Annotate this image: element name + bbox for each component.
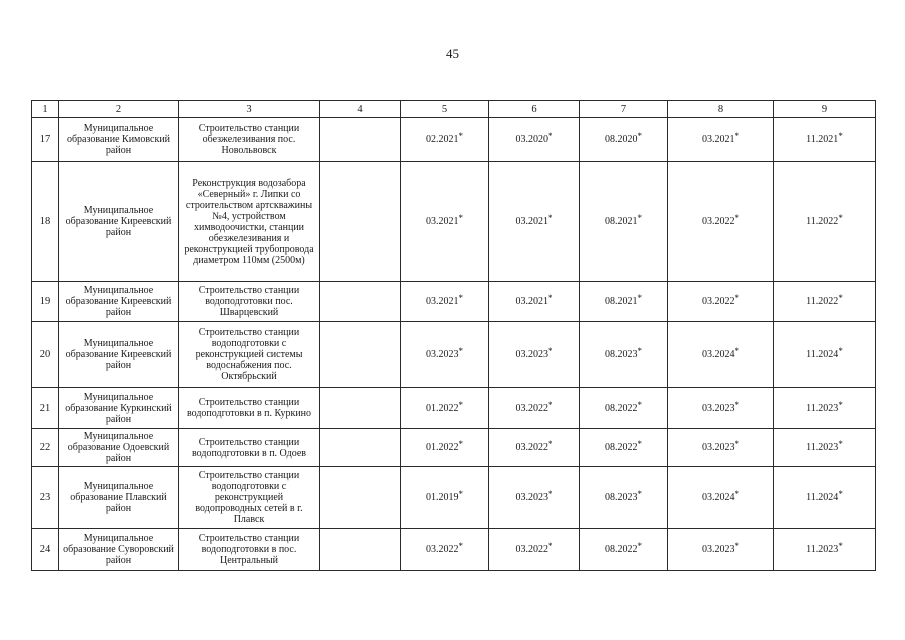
date-cell-5	[401, 282, 489, 322]
column-4-cell	[320, 282, 401, 322]
date-value: 11.2022	[806, 296, 839, 307]
page-number: 45	[446, 46, 459, 61]
asterisk-mark: *	[458, 399, 463, 410]
asterisk-mark: *	[637, 293, 642, 303]
date-cell-9	[774, 118, 876, 162]
asterisk-mark: *	[637, 399, 642, 410]
date-value: 02.2021	[426, 134, 459, 145]
date-value: 03.2022	[702, 216, 735, 227]
asterisk-mark: *	[838, 489, 843, 499]
asterisk-mark: *	[637, 346, 642, 356]
date-cell-9	[774, 529, 876, 571]
asterisk-mark: *	[734, 489, 739, 499]
asterisk-mark: *	[734, 293, 739, 303]
row-number: 18	[32, 162, 59, 282]
date-cell-9	[774, 322, 876, 388]
date-value: 03.2022	[426, 544, 459, 555]
asterisk-mark: *	[734, 346, 739, 356]
row-number: 23	[32, 467, 59, 529]
date-value: 03.2022	[515, 544, 548, 555]
asterisk-mark: *	[548, 399, 553, 410]
date-cell-8	[668, 429, 774, 467]
table-row	[32, 118, 876, 162]
col-header-6: 6	[489, 101, 580, 118]
col-header-3: 3	[179, 101, 320, 118]
date-value: 03.2023	[702, 402, 735, 414]
asterisk-mark: *	[637, 489, 642, 499]
date-value: 03.2023	[426, 349, 459, 360]
date-value: 11.2022	[806, 216, 839, 227]
date-cell-6	[489, 282, 580, 322]
asterisk-mark: *	[637, 131, 642, 141]
asterisk-mark: *	[548, 131, 553, 141]
row-number: 22	[32, 429, 59, 467]
date-value: 08.2022	[605, 402, 638, 414]
date-cell-8	[668, 467, 774, 529]
date-cell-7	[580, 388, 668, 429]
date-value: 01.2022	[426, 402, 459, 414]
col-header-9: 9	[774, 101, 876, 118]
date-value: 03.2021	[426, 216, 459, 227]
date-value: 03.2022	[515, 402, 548, 414]
date-cell-5	[401, 162, 489, 282]
date-cell-5	[401, 429, 489, 467]
date-value: 03.2023	[515, 349, 548, 360]
column-4-cell	[320, 388, 401, 429]
asterisk-mark: *	[548, 346, 553, 356]
object-cell: Строительство станции водоподготовки в пос. Центральный	[179, 529, 320, 571]
asterisk-mark: *	[838, 541, 843, 551]
table-row	[32, 467, 876, 529]
header-row	[32, 101, 876, 118]
asterisk-mark: *	[637, 213, 642, 223]
asterisk-mark: *	[548, 439, 553, 449]
object-cell: Строительство станции водоподготовки в п. Одоев	[179, 429, 320, 467]
date-cell-9	[774, 467, 876, 529]
date-cell-5	[401, 467, 489, 529]
date-value: 11.2023	[806, 442, 839, 453]
date-cell-9	[774, 282, 876, 322]
row-number: 21	[32, 388, 59, 429]
col-header-2: 2	[59, 101, 179, 118]
asterisk-mark: *	[458, 131, 463, 141]
row-number: 19	[32, 282, 59, 322]
column-4-cell	[320, 429, 401, 467]
date-value: 11.2021	[806, 134, 839, 145]
date-value: 11.2024	[806, 349, 839, 360]
date-cell-5	[401, 118, 489, 162]
object-cell: Строительство станции обезжелезивания пос. Новольвовск	[179, 118, 320, 162]
col-header-4: 4	[320, 101, 401, 118]
date-cell-7	[580, 467, 668, 529]
asterisk-mark: *	[734, 541, 739, 551]
date-cell-6	[489, 388, 580, 429]
object-cell: Строительство станции водоподготовки в п. Куркино	[179, 388, 320, 429]
date-cell-8	[668, 529, 774, 571]
date-value: 03.2021	[515, 216, 548, 227]
asterisk-mark: *	[458, 293, 463, 303]
row-number: 17	[32, 118, 59, 162]
table-row	[32, 388, 876, 429]
date-value: 01.2019	[426, 492, 459, 503]
date-value: 03.2024	[702, 349, 735, 360]
column-4-cell	[320, 118, 401, 162]
asterisk-mark: *	[458, 346, 463, 356]
asterisk-mark: *	[458, 489, 463, 499]
date-cell-8	[668, 162, 774, 282]
date-value: 03.2024	[702, 492, 735, 503]
asterisk-mark: *	[458, 439, 463, 449]
date-cell-8	[668, 322, 774, 388]
col-header-8: 8	[668, 101, 774, 118]
column-4-cell	[320, 322, 401, 388]
date-cell-7	[580, 529, 668, 571]
date-value: 03.2022	[702, 296, 735, 307]
col-header-7: 7	[580, 101, 668, 118]
municipality-cell: Муниципальное образование Киреевский район	[59, 322, 179, 388]
asterisk-mark: *	[458, 541, 463, 551]
asterisk-mark: *	[734, 213, 739, 223]
date-cell-6	[489, 467, 580, 529]
asterisk-mark: *	[838, 346, 843, 356]
date-cell-7	[580, 282, 668, 322]
date-cell-6	[489, 162, 580, 282]
date-cell-9	[774, 162, 876, 282]
date-cell-7	[580, 322, 668, 388]
date-cell-7	[580, 118, 668, 162]
date-cell-6	[489, 529, 580, 571]
date-cell-5	[401, 388, 489, 429]
date-value: 03.2022	[515, 442, 548, 453]
table-row	[32, 282, 876, 322]
municipality-cell: Муниципальное образование Куркинский район	[59, 388, 179, 429]
date-cell-6	[489, 429, 580, 467]
date-value: 03.2021	[426, 296, 459, 307]
date-cell-9	[774, 429, 876, 467]
asterisk-mark: *	[637, 439, 642, 449]
asterisk-mark: *	[458, 213, 463, 223]
date-value: 11.2023	[806, 402, 839, 414]
municipality-cell: Муниципальное образование Плавский район	[59, 467, 179, 529]
col-header-1: 1	[32, 101, 59, 118]
asterisk-mark: *	[734, 131, 739, 141]
date-cell-7	[580, 162, 668, 282]
date-value: 01.2022	[426, 442, 459, 453]
municipality-cell: Муниципальное образование Одоевский район	[59, 429, 179, 467]
date-value: 08.2023	[605, 349, 638, 360]
date-value: 08.2022	[605, 442, 638, 453]
date-value: 03.2023	[702, 442, 735, 453]
date-value: 03.2021	[702, 134, 735, 145]
date-value: 08.2022	[605, 544, 638, 555]
asterisk-mark: *	[838, 399, 843, 410]
asterisk-mark: *	[838, 131, 843, 141]
asterisk-mark: *	[548, 489, 553, 499]
table-row	[32, 162, 876, 282]
date-value: 08.2020	[605, 134, 638, 145]
asterisk-mark: *	[838, 293, 843, 303]
table-row	[32, 529, 876, 571]
date-value: 03.2023	[702, 544, 735, 555]
date-cell-6	[489, 322, 580, 388]
asterisk-mark: *	[838, 213, 843, 223]
object-cell: Строительство станции водоподготовки с реконструкцией системы водоснабжения пос. Октябрьский	[179, 322, 320, 388]
asterisk-mark: *	[838, 439, 843, 449]
column-4-cell	[320, 162, 401, 282]
municipality-cell: Муниципальное образование Киреевский район	[59, 162, 179, 282]
date-value: 08.2021	[605, 216, 638, 227]
asterisk-mark: *	[734, 399, 739, 410]
column-4-cell	[320, 467, 401, 529]
date-cell-8	[668, 282, 774, 322]
asterisk-mark: *	[734, 439, 739, 449]
object-cell: Строительство станции водоподготовки с реконструкцией водопроводных сетей в г. Плавск	[179, 467, 320, 529]
asterisk-mark: *	[637, 541, 642, 551]
object-cell: Реконструкция водозабора «Северный» г. Липки со строительством артскважины №4, устройством химводоочистки, станции обезжелезивания и реконструкцией трубопровода диаметром 110мм (2500м)	[179, 162, 320, 282]
table-row	[32, 322, 876, 388]
column-4-cell	[320, 529, 401, 571]
date-cell-5	[401, 322, 489, 388]
date-value: 11.2024	[806, 492, 839, 503]
col-header-5: 5	[401, 101, 489, 118]
date-value: 03.2023	[515, 492, 548, 503]
date-cell-6	[489, 118, 580, 162]
municipality-cell: Муниципальное образование Киреевский район	[59, 282, 179, 322]
date-value: 11.2023	[806, 544, 839, 555]
date-value: 08.2023	[605, 492, 638, 503]
schedule-table	[31, 100, 876, 571]
row-number: 24	[32, 529, 59, 571]
municipality-cell: Муниципальное образование Суворовский район	[59, 529, 179, 571]
asterisk-mark: *	[548, 293, 553, 303]
municipality-cell: Муниципальное образование Кимовский район	[59, 118, 179, 162]
object-cell: Строительство станции водоподготовки пос. Шварцевский	[179, 282, 320, 322]
date-cell-8	[668, 118, 774, 162]
asterisk-mark: *	[548, 541, 553, 551]
date-value: 03.2021	[515, 296, 548, 307]
asterisk-mark: *	[548, 213, 553, 223]
date-value: 08.2021	[605, 296, 638, 307]
date-cell-8	[668, 388, 774, 429]
row-number: 20	[32, 322, 59, 388]
table-row	[32, 429, 876, 467]
date-cell-5	[401, 529, 489, 571]
date-cell-7	[580, 429, 668, 467]
date-value: 03.2020	[515, 134, 548, 145]
date-cell-9	[774, 388, 876, 429]
